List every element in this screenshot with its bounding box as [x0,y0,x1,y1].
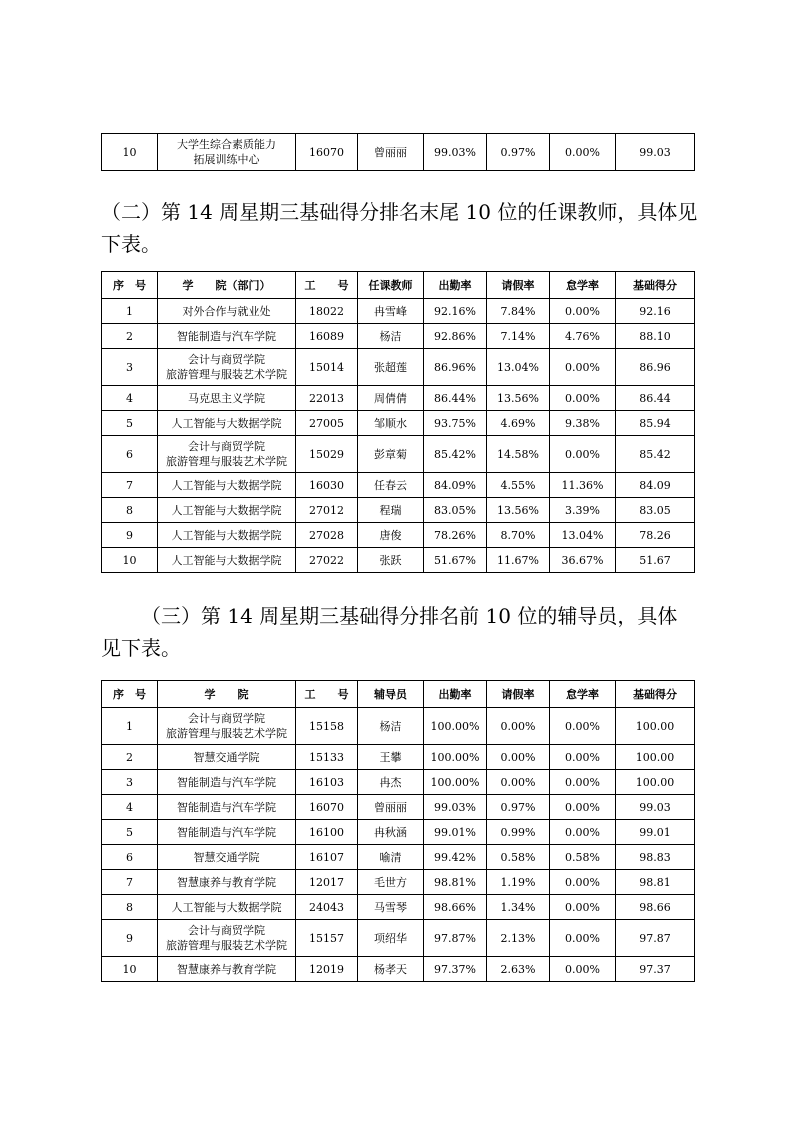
cell-unit-line1: 智能制造与汽车学院 [177,329,276,343]
cell-name: 冉秋涵 [358,820,424,845]
cell-leave: 4.55% [487,473,550,498]
cell-no: 10 [102,134,158,171]
cell-attend: 86.96% [424,349,487,386]
cell-leave: 13.56% [487,498,550,523]
table-row [102,708,695,745]
cell-absent: 0.00% [550,795,616,820]
cell-absent: 4.76% [550,324,616,349]
cell-name: 周倩倩 [358,386,424,411]
cell-id: 24043 [296,895,358,920]
cell-attend: 99.03% [424,134,487,171]
table-row [102,770,695,795]
cell-id: 18022 [296,299,358,324]
cell-score: 100.00 [616,770,695,795]
cell-leave: 11.67% [487,548,550,573]
cell-id: 15014 [296,349,358,386]
cell-leave: 7.14% [487,324,550,349]
table-row [102,473,695,498]
header-leave: 请假率 [487,272,550,299]
cell-name: 曾丽丽 [358,134,424,171]
table-row [102,870,695,895]
cell-no: 7 [102,473,158,498]
cell-name: 邹顺水 [358,411,424,436]
cell-name: 杨洁 [358,708,424,745]
cell-name: 张超莲 [358,349,424,386]
header-attend: 出勤率 [424,681,487,708]
table-row [102,324,695,349]
table-header-row [102,681,695,708]
cell-attend: 84.09% [424,473,487,498]
table-row [102,299,695,324]
cell-score: 100.00 [616,745,695,770]
cell-score: 86.44 [616,386,695,411]
cell-no: 5 [102,820,158,845]
cell-absent: 0.00% [550,820,616,845]
cell-leave: 14.58% [487,436,550,473]
cell-leave: 1.19% [487,870,550,895]
cell-name: 马雪琴 [358,895,424,920]
cell-absent: 0.00% [550,770,616,795]
table-row [102,386,695,411]
cell-unit-line1: 人工智能与大数据学院 [171,900,282,914]
section3-heading [101,600,701,664]
cell-absent: 0.00% [550,134,616,171]
cell-unit [158,795,296,820]
cell-no: 6 [102,845,158,870]
cell-name: 杨孝天 [358,957,424,982]
cell-unit-line1: 会计与商贸学院 [188,353,265,366]
cell-no: 8 [102,498,158,523]
header-absent: 怠学率 [550,681,616,708]
cell-attend: 51.67% [424,548,487,573]
cell-score: 78.26 [616,523,695,548]
cell-score: 83.05 [616,498,695,523]
table-row [102,134,695,171]
cell-unit-line1: 人工智能与大数据学院 [171,503,282,517]
cell-unit [158,324,296,349]
section3-heading-line2: 见下表。 [101,636,181,660]
cell-id: 16107 [296,845,358,870]
cell-score: 99.01 [616,820,695,845]
cell-id: 16089 [296,324,358,349]
cell-absent: 13.04% [550,523,616,548]
cell-leave: 2.63% [487,957,550,982]
cell-attend: 100.00% [424,770,487,795]
cell-unit [158,473,296,498]
cell-unit-line2: 旅游管理与服装艺术学院 [166,727,287,740]
cell-score: 85.42 [616,436,695,473]
cell-unit [158,299,296,324]
cell-absent: 0.00% [550,299,616,324]
cell-name: 杨洁 [358,324,424,349]
section2-heading-line2: 下表。 [101,232,161,256]
cell-leave: 13.56% [487,386,550,411]
cell-id: 12019 [296,957,358,982]
cell-absent: 0.00% [550,895,616,920]
cell-attend: 92.86% [424,324,487,349]
cell-unit [158,820,296,845]
cell-absent: 9.38% [550,411,616,436]
cell-absent: 0.00% [550,349,616,386]
cell-unit [158,957,296,982]
cell-score: 98.81 [616,870,695,895]
table-row [102,895,695,920]
table-row [102,820,695,845]
cell-unit [158,498,296,523]
cell-unit-line2: 拓展训练中心 [193,153,260,166]
cell-attend: 100.00% [424,745,487,770]
header-id: 工 号 [296,272,358,299]
cell-unit-line2: 旅游管理与服装艺术学院 [166,939,287,952]
cell-absent: 0.00% [550,870,616,895]
cell-leave: 0.58% [487,845,550,870]
cell-leave: 8.70% [487,523,550,548]
cell-unit [158,845,296,870]
cell-leave: 13.04% [487,349,550,386]
cell-unit-line2: 旅游管理与服装艺术学院 [166,455,287,468]
header-score: 基础得分 [616,681,695,708]
table-header-row [102,272,695,299]
cell-score: 98.66 [616,895,695,920]
cell-name: 项绍华 [358,920,424,957]
section2-heading [101,196,701,260]
cell-name: 唐俊 [358,523,424,548]
header-absent: 怠学率 [550,272,616,299]
cell-score: 84.09 [616,473,695,498]
table-row [102,845,695,870]
cell-unit-line1: 大学生综合素质能力 [177,138,276,151]
cell-attend: 78.26% [424,523,487,548]
table-row [102,795,695,820]
table-row [102,411,695,436]
cell-no: 2 [102,324,158,349]
cell-score: 98.83 [616,845,695,870]
cell-unit [158,895,296,920]
header-unit: 学 院（部门） [158,272,296,299]
cell-name: 王攀 [358,745,424,770]
cell-attend: 98.66% [424,895,487,920]
cell-unit-line1: 人工智能与大数据学院 [171,553,282,567]
cell-name: 任春云 [358,473,424,498]
header-leave: 请假率 [487,681,550,708]
cell-id: 15133 [296,745,358,770]
cell-unit-line1: 马克思主义学院 [188,391,265,405]
cell-no: 7 [102,870,158,895]
cell-unit-line1: 人工智能与大数据学院 [171,478,282,492]
cell-no: 6 [102,436,158,473]
cell-attend: 85.42% [424,436,487,473]
cell-name: 彭章菊 [358,436,424,473]
cell-attend: 83.05% [424,498,487,523]
cell-name: 张跃 [358,548,424,573]
cell-score: 97.87 [616,920,695,957]
cell-unit [158,920,296,957]
cell-absent: 0.00% [550,386,616,411]
cell-unit-line1: 会计与商贸学院 [188,440,265,453]
cell-no: 3 [102,770,158,795]
cell-unit [158,386,296,411]
cell-leave: 0.97% [487,795,550,820]
cell-leave: 1.34% [487,895,550,920]
cell-score: 97.37 [616,957,695,982]
cell-unit-line2: 旅游管理与服装艺术学院 [166,368,287,381]
cell-id: 16030 [296,473,358,498]
cell-unit-line1: 智慧康养与教育学院 [177,875,276,889]
cell-name: 程瑞 [358,498,424,523]
cell-unit-line1: 智慧交通学院 [193,750,260,764]
cell-unit [158,770,296,795]
cell-unit [158,745,296,770]
header-name: 辅导员 [358,681,424,708]
cell-unit-line1: 人工智能与大数据学院 [171,416,282,430]
cell-unit [158,870,296,895]
cell-no: 4 [102,386,158,411]
cell-leave: 7.84% [487,299,550,324]
table-row [102,548,695,573]
cell-unit [158,411,296,436]
header-no: 序 号 [102,681,158,708]
cell-id: 16070 [296,795,358,820]
section2-heading-line1: （二）第 14 周星期三基础得分排名末尾 10 位的任课教师，具体见 [101,200,698,224]
teacher-bottom10-table [101,271,695,573]
cell-no: 2 [102,745,158,770]
cell-absent: 0.00% [550,957,616,982]
cell-name: 曾丽丽 [358,795,424,820]
cell-unit-line1: 对外合作与就业处 [182,304,271,318]
table-row [102,745,695,770]
cell-unit-line1: 智能制造与汽车学院 [177,825,276,839]
cell-absent: 0.00% [550,920,616,957]
cell-name: 毛世方 [358,870,424,895]
cell-score: 99.03 [616,795,695,820]
cell-leave: 4.69% [487,411,550,436]
cell-absent: 36.67% [550,548,616,573]
cell-absent: 11.36% [550,473,616,498]
cell-id: 27028 [296,523,358,548]
cell-attend: 98.81% [424,870,487,895]
cell-name: 冉雪峰 [358,299,424,324]
cell-id: 16070 [296,134,358,171]
cell-attend: 99.03% [424,795,487,820]
cell-no: 1 [102,299,158,324]
cell-attend: 86.44% [424,386,487,411]
cell-id: 15157 [296,920,358,957]
cell-id: 27005 [296,411,358,436]
table-row [102,523,695,548]
cell-leave: 0.97% [487,134,550,171]
cell-id: 16103 [296,770,358,795]
cell-name: 喻清 [358,845,424,870]
cell-attend: 93.75% [424,411,487,436]
cell-no: 1 [102,708,158,745]
cell-id: 27012 [296,498,358,523]
cell-unit-line1: 智能制造与汽车学院 [177,800,276,814]
cell-score: 100.00 [616,708,695,745]
cell-leave: 2.13% [487,920,550,957]
cell-absent: 3.39% [550,498,616,523]
cell-attend: 97.87% [424,920,487,957]
cell-no: 9 [102,920,158,957]
cell-id: 15158 [296,708,358,745]
section3-heading-line1: （三）第 14 周星期三基础得分排名前 10 位的辅导员，具体 [141,604,678,628]
cell-unit-line1: 智慧交通学院 [193,850,260,864]
cell-score: 86.96 [616,349,695,386]
cell-unit [158,349,296,386]
cell-no: 10 [102,957,158,982]
cell-absent: 0.00% [550,745,616,770]
header-attend: 出勤率 [424,272,487,299]
table-row [102,436,695,473]
header-unit: 学 院 [158,681,296,708]
cell-absent: 0.00% [550,436,616,473]
table-row [102,957,695,982]
cell-score: 85.94 [616,411,695,436]
cell-unit [158,523,296,548]
cell-no: 4 [102,795,158,820]
cell-score: 99.03 [616,134,695,171]
cell-no: 3 [102,349,158,386]
cell-attend: 99.01% [424,820,487,845]
cell-attend: 100.00% [424,708,487,745]
cell-leave: 0.00% [487,745,550,770]
cell-id: 22013 [296,386,358,411]
top-continuation-table [101,133,695,171]
table-row [102,349,695,386]
cell-unit-line1: 智能制造与汽车学院 [177,775,276,789]
cell-absent: 0.00% [550,708,616,745]
cell-attend: 92.16% [424,299,487,324]
cell-no: 8 [102,895,158,920]
header-name: 任课教师 [358,272,424,299]
cell-unit-line1: 会计与商贸学院 [188,712,265,725]
cell-unit-line1: 会计与商贸学院 [188,924,265,937]
header-no: 序 号 [102,272,158,299]
cell-score: 92.16 [616,299,695,324]
cell-leave: 0.00% [487,770,550,795]
cell-leave: 0.99% [487,820,550,845]
cell-score: 51.67 [616,548,695,573]
cell-no: 5 [102,411,158,436]
cell-unit-line1: 智慧康养与教育学院 [177,962,276,976]
cell-unit-line1: 人工智能与大数据学院 [171,528,282,542]
cell-attend: 97.37% [424,957,487,982]
cell-unit [158,134,296,171]
cell-leave: 0.00% [487,708,550,745]
cell-unit [158,708,296,745]
cell-id: 15029 [296,436,358,473]
counselor-top10-table [101,680,695,982]
cell-name: 冉杰 [358,770,424,795]
cell-no: 10 [102,548,158,573]
cell-score: 88.10 [616,324,695,349]
cell-attend: 99.42% [424,845,487,870]
cell-id: 12017 [296,870,358,895]
cell-no: 9 [102,523,158,548]
cell-id: 27022 [296,548,358,573]
cell-unit [158,548,296,573]
header-id: 工 号 [296,681,358,708]
cell-id: 16100 [296,820,358,845]
cell-absent: 0.58% [550,845,616,870]
table-row [102,920,695,957]
table-row [102,498,695,523]
cell-unit [158,436,296,473]
header-score: 基础得分 [616,272,695,299]
